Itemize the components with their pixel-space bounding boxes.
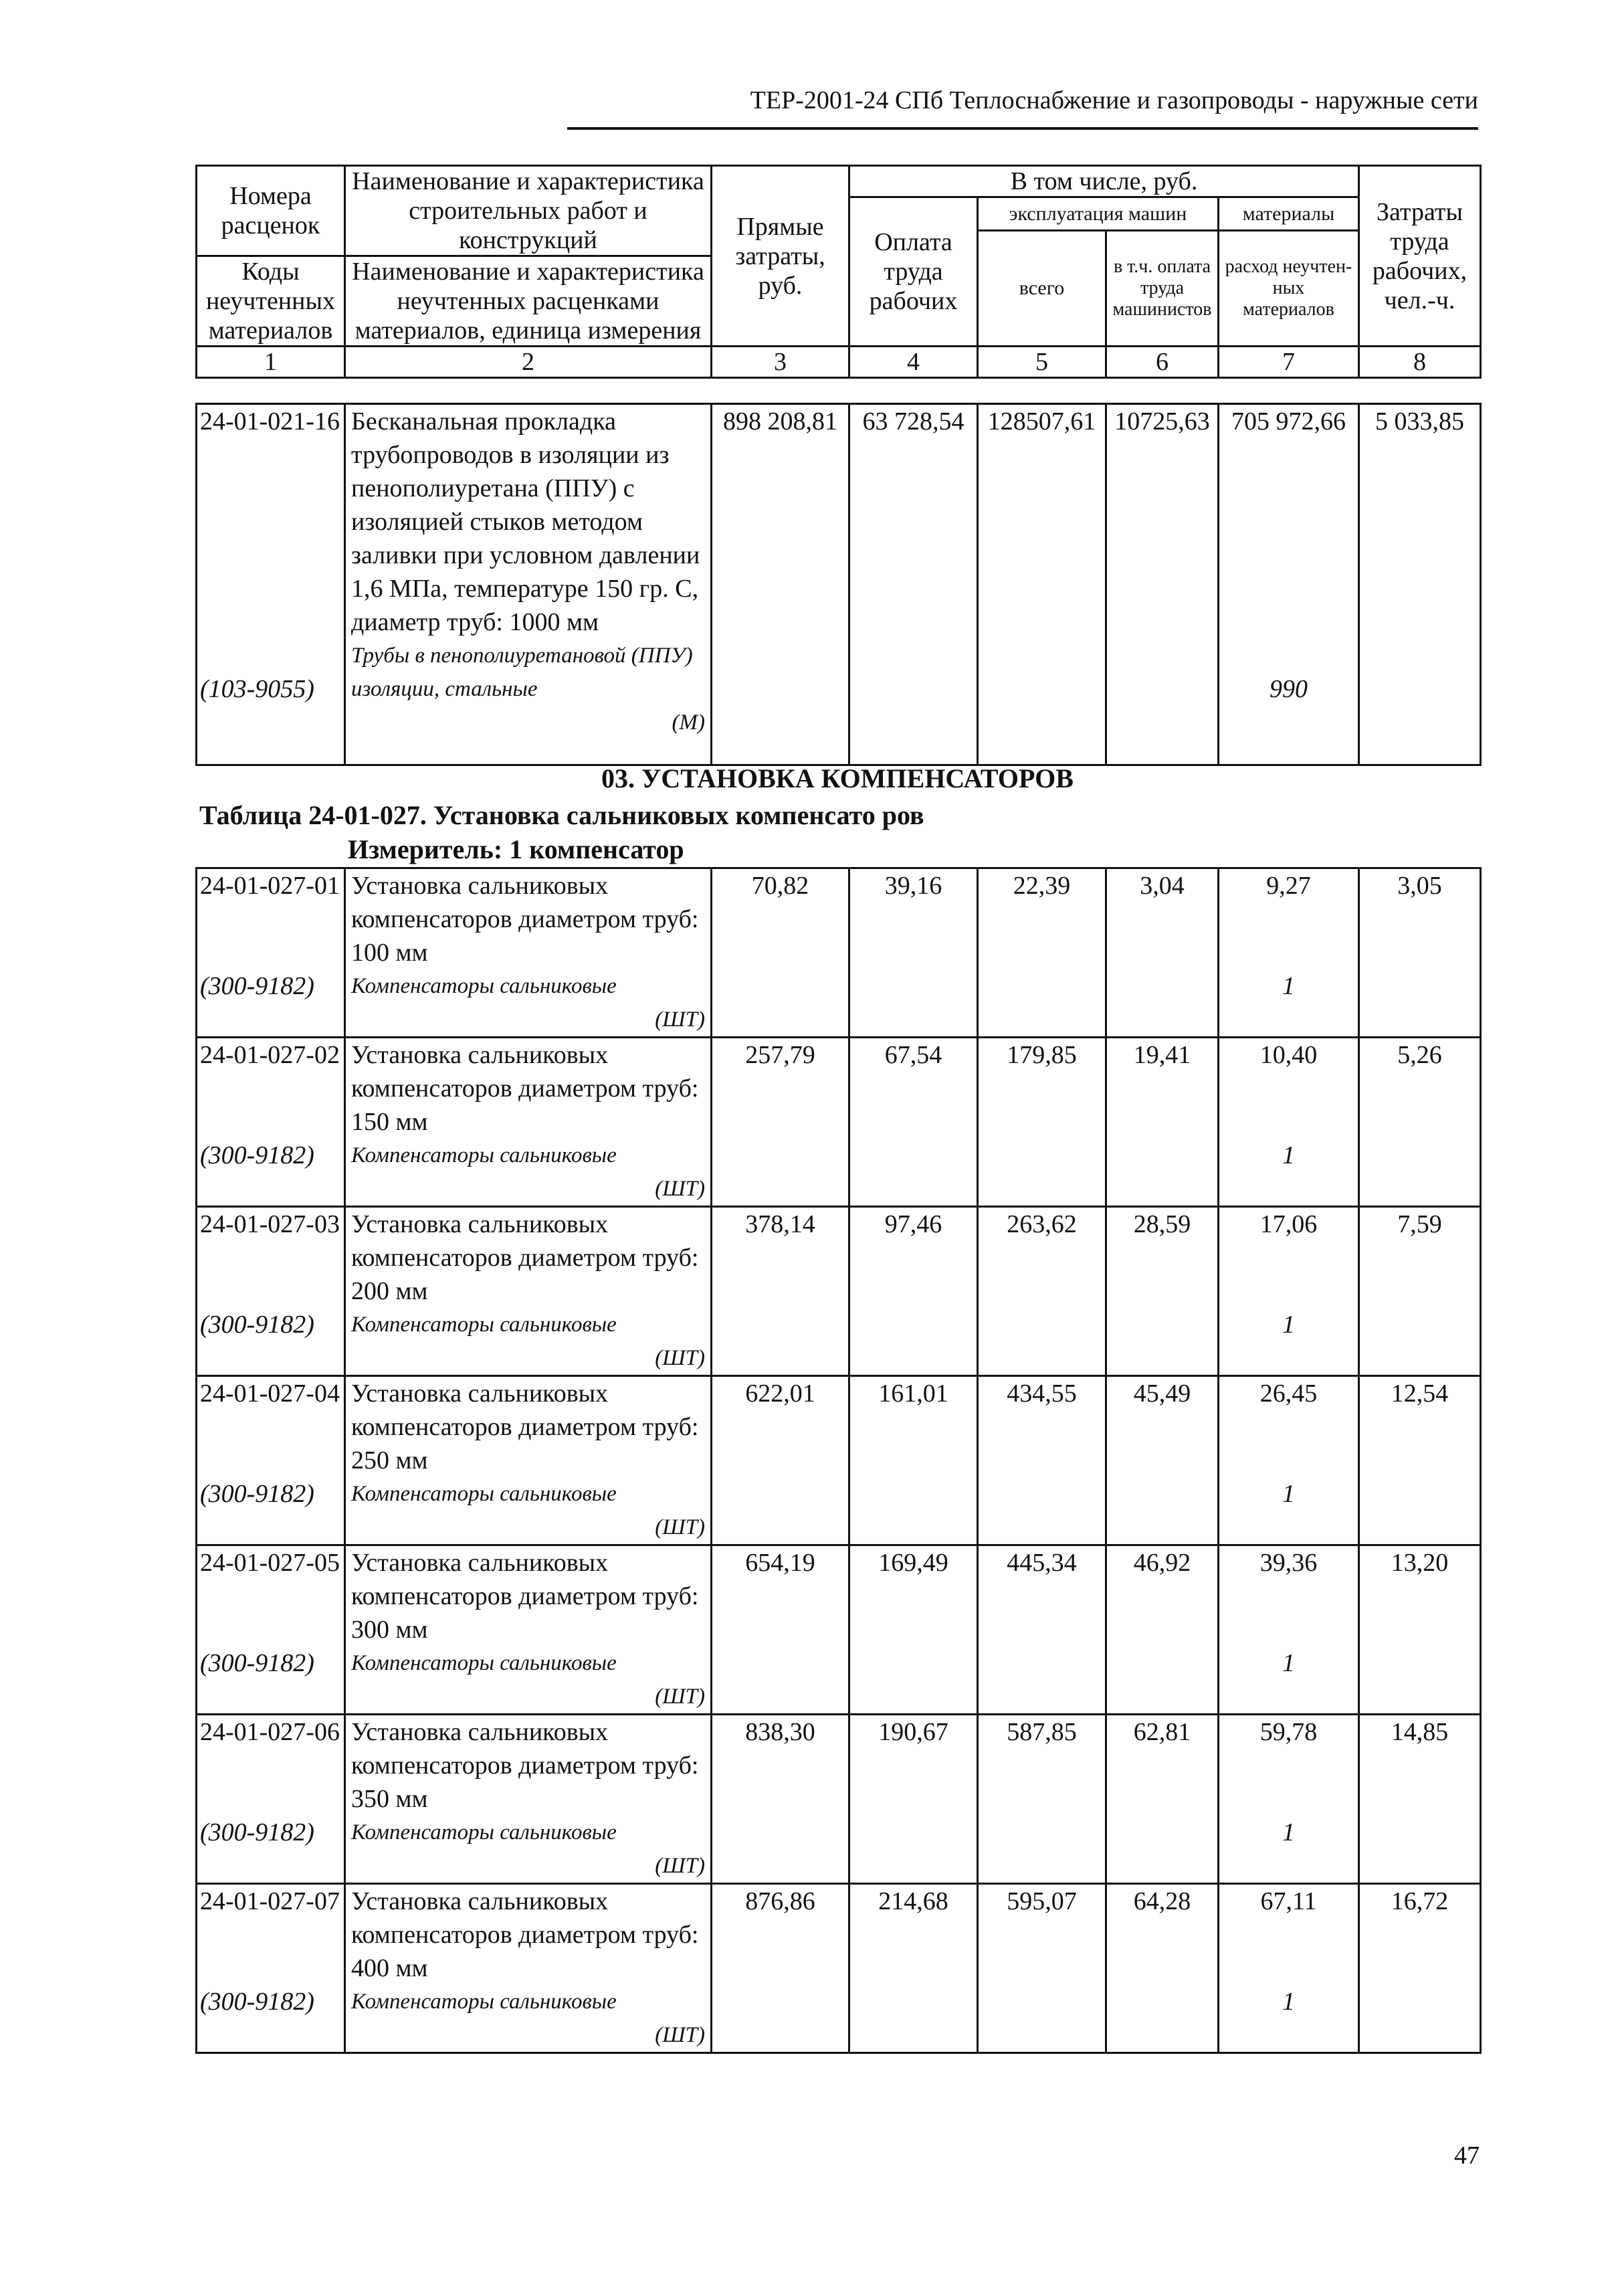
rate-name: Установка сальниковых компенсаторов диаметром труб: 350 мм [351,1718,699,1813]
materials-cost: 26,45 [1259,1379,1318,1408]
material-quantity: 1 [1282,972,1295,1000]
row-name-cell [345,1038,712,1207]
table-row [197,1545,1481,1715]
machinists-pay: 19,41 [1106,1038,1219,1207]
row-name-cell [345,1207,712,1376]
rate-code: 24-01-027-04 [200,1379,340,1408]
machinists-pay: 62,81 [1106,1715,1219,1884]
section-title: 03. УСТАНОВКА КОМПЕНСАТОРОВ [601,763,1074,793]
rate-name: Установка сальниковых компенсаторов диаметром труб: 150 мм [351,1041,699,1136]
header-col2-bottom: Наименование и характеристика неучтенных расценками материалов, единица измерения [345,256,712,347]
material-unit: (ШТ) [655,1008,705,1032]
header-num-5: 5 [978,347,1106,378]
table-compensators [195,867,1482,2054]
material-unit: (М) [672,710,705,735]
material-code: (300-9182) [200,1141,314,1169]
material-unit: (ШТ) [655,1515,705,1539]
material-name: Компенсаторы сальниковые [351,1990,617,2014]
materials-cell [1219,868,1359,1038]
table-title: Таблица 24-01-027. Установка сальниковых компенсато ров [199,800,924,830]
material-unit: (ШТ) [655,1685,705,1709]
header-num-7: 7 [1219,347,1359,378]
material-name: Компенсаторы сальниковые [351,974,617,998]
header-group-incl: В том числе, руб. [849,166,1359,197]
materials-cell [1219,404,1359,765]
labor-pay: 169,49 [849,1545,978,1715]
header-num-1: 1 [197,347,345,378]
machines-total: 445,34 [978,1545,1106,1715]
labor-hours: 13,20 [1359,1545,1481,1715]
material-name: Трубы в пенополиуретановой (ППУ) изоляции, стальные [351,644,693,701]
machines-total: 434,55 [978,1376,1106,1545]
material-quantity: 1 [1282,1988,1295,2016]
row-name-cell [345,1545,712,1715]
row-code-cell [197,1884,345,2053]
header-num-8: 8 [1359,347,1481,378]
direct-costs: 876,86 [712,1884,849,2053]
labor-hours: 14,85 [1359,1715,1481,1884]
materials-cell [1219,1715,1359,1884]
labor-pay: 214,68 [849,1884,978,2053]
labor-pay: 67,54 [849,1038,978,1207]
materials-cost: 67,11 [1260,1887,1317,1915]
materials-cost: 17,06 [1259,1210,1318,1238]
title-rule [567,127,1478,130]
material-unit: (ШТ) [655,1177,705,1201]
materials-cell [1219,1884,1359,2053]
row-name-cell [345,1376,712,1545]
direct-costs: 654,19 [712,1545,849,1715]
header-num-2: 2 [345,347,712,378]
rate-name: Бесканальная прокладка трубопроводов в изоляции из пенополиуретана (ППУ) с изоляцией стыков методом заливки при условном давлении 1,6 МПа, температуре 150 гр. С, диаметр труб: 1000 мм [351,407,700,636]
labor-pay: 63 728,54 [849,404,978,765]
direct-costs: 378,14 [712,1207,849,1376]
table-row [197,868,1481,1038]
material-code: (300-9182) [200,1649,314,1677]
header-num-3: 3 [712,347,849,378]
header-labor-hours: Затраты труда рабочих, чел.-ч. [1359,166,1481,347]
materials-cell [1219,1207,1359,1376]
machines-total: 587,85 [978,1715,1106,1884]
material-name: Компенсаторы сальниковые [351,1482,617,1506]
material-name: Компенсаторы сальниковые [351,1820,617,1844]
rate-code: 24-01-027-07 [200,1887,340,1915]
rate-code: 24-01-027-01 [200,872,340,900]
table-row [197,1207,1481,1376]
material-name: Компенсаторы сальниковые [351,1651,617,1675]
row-code-cell [197,404,345,765]
machinists-pay: 64,28 [1106,1884,1219,2053]
material-unit: (ШТ) [655,1854,705,1878]
rate-name: Установка сальниковых компенсаторов диаметром труб: 300 мм [351,1549,699,1644]
measurer: Измеритель: 1 компенсатор [348,834,684,864]
material-name: Компенсаторы сальниковые [351,1143,617,1167]
header-col1-top: Номера расценок [197,166,345,256]
rate-code: 24-01-021-16 [200,407,340,436]
header-num-6: 6 [1106,347,1219,378]
materials-cell [1219,1038,1359,1207]
header-machinists-pay: в т.ч. оплата труда машинистов [1106,231,1219,347]
row-code-cell [197,1715,345,1884]
table-first-rate [195,403,1482,766]
header-unaccounted-materials: расход неучтен-ных материалов [1219,231,1359,347]
machinists-pay: 45,49 [1106,1376,1219,1545]
row-code-cell [197,1376,345,1545]
material-quantity: 990 [1270,675,1308,703]
material-quantity: 1 [1282,1649,1295,1677]
header-num-4: 4 [849,347,978,378]
material-code: (300-9182) [200,1311,314,1339]
machinists-pay: 10725,63 [1106,404,1219,765]
material-code: (300-9182) [200,972,314,1000]
header-col2-top: Наименование и характеристика строительных работ и конструкций [345,166,712,256]
material-unit: (ШТ) [655,1346,705,1370]
table-row [197,404,1481,765]
rate-code: 24-01-027-06 [200,1718,340,1746]
labor-pay: 190,67 [849,1715,978,1884]
row-code-cell [197,1038,345,1207]
machinists-pay: 3,04 [1106,868,1219,1038]
machines-total: 179,85 [978,1038,1106,1207]
materials-cost: 705 972,66 [1231,407,1346,436]
row-code-cell [197,1545,345,1715]
machines-total: 128507,61 [978,404,1106,765]
row-name-cell [345,868,712,1038]
row-code-cell [197,1207,345,1376]
direct-costs: 70,82 [712,868,849,1038]
labor-hours: 16,72 [1359,1884,1481,2053]
header-materials: материалы [1219,197,1359,231]
rate-code: 24-01-027-05 [200,1549,340,1577]
labor-hours: 5,26 [1359,1038,1481,1207]
table-row [197,1884,1481,2053]
header-labor-pay: Оплата труда рабочих [849,197,978,347]
labor-pay: 161,01 [849,1376,978,1545]
rate-code: 24-01-027-02 [200,1041,340,1069]
materials-cost: 59,78 [1259,1718,1318,1746]
labor-hours: 5 033,85 [1359,404,1481,765]
rate-name: Установка сальниковых компенсаторов диаметром труб: 400 мм [351,1887,699,1982]
row-code-cell [197,868,345,1038]
running-title: ТЕР-2001-24 СПб Теплоснабжение и газопроводы - наружные сети [750,86,1478,114]
materials-cell [1219,1545,1359,1715]
machines-total: 263,62 [978,1207,1106,1376]
direct-costs: 622,01 [712,1376,849,1545]
labor-hours: 3,05 [1359,868,1481,1038]
rate-code: 24-01-027-03 [200,1210,340,1238]
machinists-pay: 28,59 [1106,1207,1219,1376]
materials-cell [1219,1376,1359,1545]
table-row [197,1376,1481,1545]
materials-cost: 39,36 [1259,1549,1318,1577]
material-code: (300-9182) [200,1988,314,2016]
material-unit: (ШТ) [655,2023,705,2047]
material-quantity: 1 [1282,1818,1295,1846]
row-name-cell [345,1884,712,2053]
direct-costs: 838,30 [712,1715,849,1884]
materials-cost: 10,40 [1259,1041,1318,1069]
material-name: Компенсаторы сальниковые [351,1313,617,1337]
row-name-cell [345,1715,712,1884]
machines-total: 595,07 [978,1884,1106,2053]
labor-pay: 97,46 [849,1207,978,1376]
material-code: (300-9182) [200,1480,314,1508]
machinists-pay: 46,92 [1106,1545,1219,1715]
rate-name: Установка сальниковых компенсаторов диаметром труб: 100 мм [351,872,699,967]
header-col1-bottom: Коды неучтенных материалов [197,256,345,347]
table-row [197,1715,1481,1884]
direct-costs: 898 208,81 [712,404,849,765]
labor-pay: 39,16 [849,868,978,1038]
table-header [195,165,1482,379]
labor-hours: 7,59 [1359,1207,1481,1376]
material-code: (103-9055) [200,675,314,703]
header-machines: эксплуатация машин [978,197,1219,231]
row-name-cell [345,404,712,765]
material-quantity: 1 [1282,1141,1295,1169]
direct-costs: 257,79 [712,1038,849,1207]
rate-name: Установка сальниковых компенсаторов диаметром труб: 200 мм [351,1210,699,1305]
material-code: (300-9182) [200,1818,314,1846]
labor-hours: 12,54 [1359,1376,1481,1545]
header-machines-total: всего [978,231,1106,347]
machines-total: 22,39 [978,868,1106,1038]
material-quantity: 1 [1282,1311,1295,1339]
header-direct-costs: Прямые затраты, руб. [712,166,849,347]
materials-cost: 9,27 [1266,872,1311,900]
page-number: 47 [1454,2141,1480,2170]
material-quantity: 1 [1282,1480,1295,1508]
rate-name: Установка сальниковых компенсаторов диаметром труб: 250 мм [351,1379,699,1474]
table-row [197,1038,1481,1207]
